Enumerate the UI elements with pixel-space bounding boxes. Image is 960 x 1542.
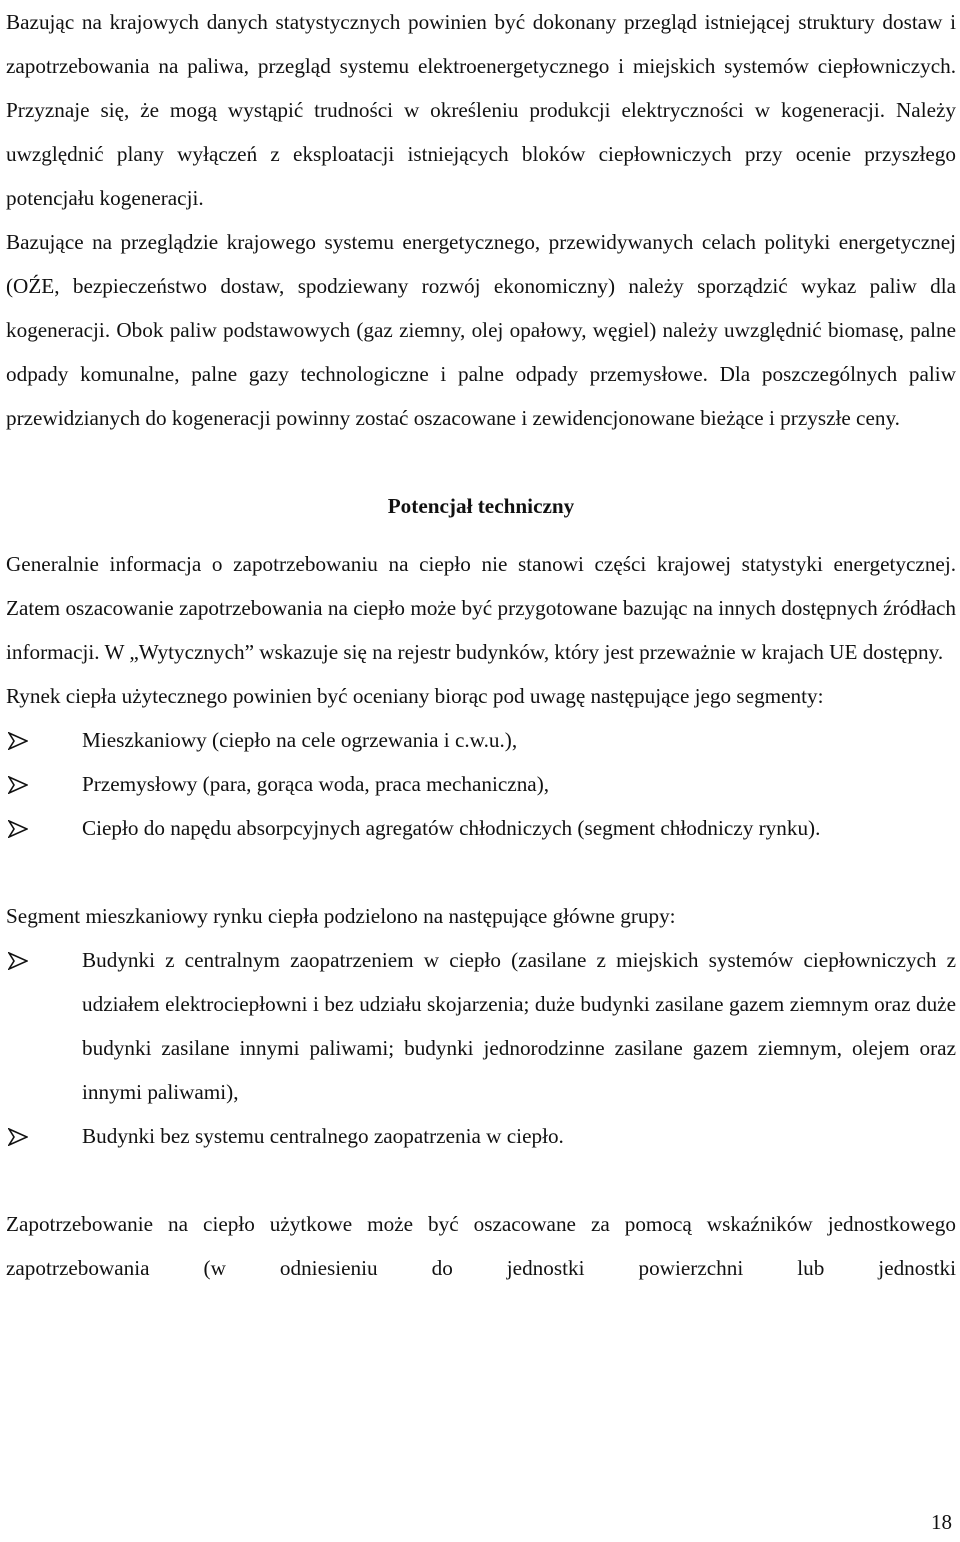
- paragraph-fuel-list: Bazujące na przeglądzie krajowego systemu energetycznego, przewidywanych celach polityki energetycznej (OŹE, bezpieczeństwo dostaw, spodziewany rozwój ekonomiczny) należy sporządzić wykaz paliw dla kogeneracji. Obok paliw podstawowych (gaz ziemny, olej opałowy, węgiel) należy uwzględnić biomasę, palne odpady komunalne, palne gazy technologiczne i palne odpady przemysłowe. Dla poszczególnych paliw przewidzianych do kogeneracji powinny zostać oszacowane i zewidencjonowane bieżące i przyszłe ceny.: [6, 230, 956, 430]
- document-page: [6, 0, 956, 1290]
- section-heading: Potencjał techniczny: [387, 494, 575, 518]
- paragraph-residential-segment: Segment mieszkaniowy rynku ciepła podzielono na następujące główne grupy:: [6, 904, 676, 928]
- list-item: [6, 806, 956, 850]
- page-number: 18: [931, 1510, 952, 1534]
- segment-text: Ciepło do napędu absorpcyjnych agregatów chłodniczych (segment chłodniczy rynku).: [82, 816, 821, 840]
- group-text: Budynki z centralnym zaopatrzeniem w ciepło (zasilane z miejskich systemów ciepłowniczych z udziałem elektrociepłowni i bez udziału skojarzenia; duże budynki zasilane gazem ziemnym oraz duże budynki zasilane innymi paliwami; budynki jednorodzinne zasilane gazem ziemnym, olejem oraz innymi paliwami),: [82, 948, 956, 1104]
- segment-text: Przemysłowy (para, gorąca woda, praca mechaniczna),: [82, 772, 550, 796]
- group-text: Budynki bez systemu centralnego zaopatrzenia w ciepło.: [82, 1124, 564, 1148]
- paragraph-heat-market: Rynek ciepła użytecznego powinien być oceniany biorąc pod uwagę następujące jego segmenty:: [6, 684, 824, 708]
- arrowhead-bullet-icon: [8, 820, 28, 838]
- segments-list: [6, 718, 956, 850]
- arrowhead-bullet-icon: [8, 1128, 28, 1146]
- arrowhead-bullet-icon: [8, 776, 28, 794]
- arrowhead-bullet-icon: [8, 952, 28, 970]
- arrowhead-bullet-icon: [8, 732, 28, 750]
- groups-list: [6, 938, 956, 1158]
- spacer: [6, 1158, 956, 1202]
- paragraph-fuel-review: Bazując na krajowych danych statystycznych powinien być dokonany przegląd istniejącej struktury dostaw i zapotrzebowania na paliwa, przegląd systemu elektroenergetycznego i miejskich systemów ciepłowniczych. Przyznaje się, że mogą wystąpić trudności w określeniu produkcji elektryczności w kogeneracji. Należy uwzględnić plany wyłączeń z eksploatacji istniejących bloków ciepłowniczych przy ocenie przyszłego potencjału kogeneracji.: [6, 10, 956, 210]
- list-item: [6, 718, 956, 762]
- spacer: [6, 440, 956, 484]
- list-item: [6, 938, 956, 1114]
- paragraph-useful-heat-demand: Zapotrzebowanie na ciepło użytkowe może być oszacowane za pomocą wskaźników jednostkowego zapotrzebowania (w odniesieniu do jednostki powierzchni lub jednostki: [6, 1212, 956, 1280]
- spacer: [6, 528, 956, 542]
- list-item: [6, 1114, 956, 1158]
- spacer: [6, 850, 956, 894]
- list-item: [6, 762, 956, 806]
- segment-text: Mieszkaniowy (ciepło na cele ogrzewania i c.w.u.),: [82, 728, 518, 752]
- paragraph-heat-demand-info: Generalnie informacja o zapotrzebowaniu na ciepło nie stanowi części krajowej statystyki energetycznej. Zatem oszacowanie zapotrzebowania na ciepło może być przygotowane bazując na innych dostępnych źródłach informacji. W „Wytycznych” wskazuje się na rejestr budynków, który jest przeważnie w krajach UE dostępny.: [6, 552, 956, 664]
